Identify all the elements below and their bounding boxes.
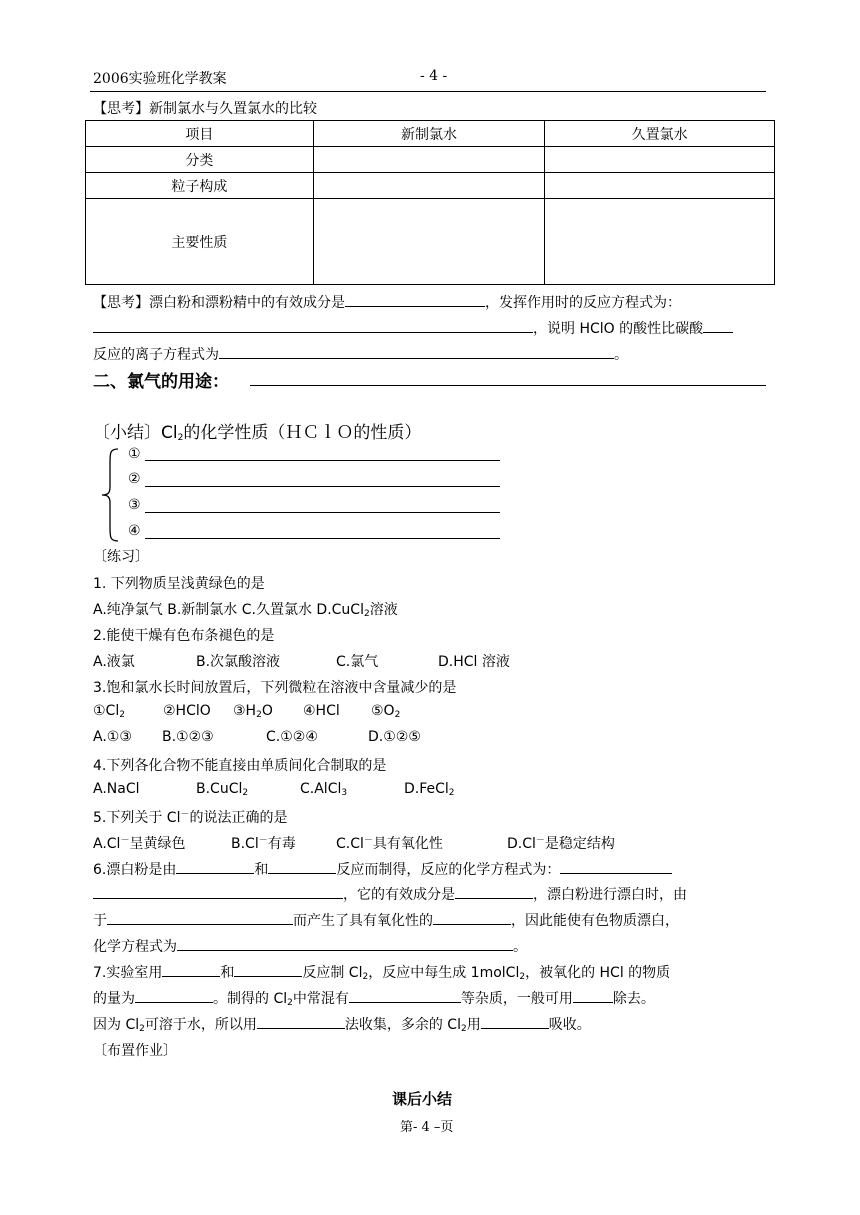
table-row-label: 主要性质 <box>86 199 314 285</box>
summary-text: 的化学性质（ＨＣｌＯ的性质） <box>183 423 422 443</box>
answer-blank[interactable] <box>349 988 461 1003</box>
option-a: A.①③ <box>93 729 132 745</box>
table-cell[interactable] <box>313 173 545 199</box>
answer-blank[interactable] <box>177 936 513 951</box>
option-text: C.AlCl <box>300 781 342 797</box>
item-1 <box>93 703 125 720</box>
item-4: ④HCl <box>303 703 340 719</box>
table-cell[interactable] <box>313 199 545 285</box>
subscript: 2 <box>363 609 370 619</box>
subscript: 2 <box>177 433 184 443</box>
option-text: B.Cl <box>231 836 259 852</box>
q-text: 因为 Cl <box>93 1017 140 1033</box>
stem-text: 的说法正确的是 <box>189 810 288 826</box>
q-text: 7.实验室用 <box>93 965 163 981</box>
item-text: ⑤O <box>371 703 395 719</box>
superscript: － <box>535 836 545 846</box>
subscript: 2 <box>139 1024 145 1034</box>
q-text: 用 <box>466 1017 481 1033</box>
subscript: 3 <box>341 788 348 798</box>
superscript: － <box>258 836 268 846</box>
subscript: 2 <box>119 710 125 720</box>
option-d <box>507 833 615 853</box>
option-b <box>196 781 248 798</box>
table-header-item: 项目 <box>86 121 314 147</box>
option-d <box>404 781 455 798</box>
question-7-line-2 <box>93 988 655 1008</box>
after-class-summary-heading: 课后小结 <box>392 1090 453 1108</box>
option-text: D.FeCl <box>404 781 449 797</box>
q-text: ，被氧化的 HCl 的物质 <box>525 965 671 981</box>
subscript: 2 <box>256 710 262 720</box>
item-text: O <box>261 703 273 719</box>
option-c: C.①②④ <box>266 729 318 745</box>
q-text: 而产生了具有氧化性的 <box>293 913 433 929</box>
option-text: A.Cl <box>93 836 121 852</box>
option-text: 呈黄绿色 <box>129 836 186 852</box>
superscript: － <box>363 836 373 846</box>
option-text: A.纯净氯气 B.新制氯水 C.久置氯水 D.CuCl <box>93 602 364 618</box>
think-2-line-3 <box>93 344 628 364</box>
q-text: 等杂质，一般可用 <box>460 991 573 1007</box>
answer-blank[interactable] <box>481 1014 549 1029</box>
answer-blank[interactable] <box>257 1014 345 1029</box>
option-c: C.氯气 <box>336 654 379 670</box>
q-text: 反应制 Cl <box>302 965 363 981</box>
answer-blank[interactable] <box>268 859 336 874</box>
option-d: D.HCl 溶液 <box>438 654 510 670</box>
option-a <box>93 833 185 853</box>
superscript: － <box>120 836 130 846</box>
answer-blank[interactable] <box>433 910 511 925</box>
answer-blank[interactable] <box>176 859 254 874</box>
think-2-line-1 <box>93 292 681 312</box>
answer-blank[interactable] <box>234 962 302 977</box>
answer-blank[interactable] <box>145 460 500 461</box>
question-6-line-1 <box>93 859 672 879</box>
question-1-stem: 1. 下列物质呈浅黄绿色的是 <box>93 576 265 592</box>
subscript: 2 <box>287 998 293 1008</box>
q-text: ，漂白粉进行漂白时，由 <box>533 887 687 903</box>
table-row-label: 粒子构成 <box>86 173 314 199</box>
think-2-text: ，说明 HClO 的酸性比碳酸 <box>533 321 704 337</box>
think-2-text: ，发挥作用时的反应方程式为： <box>485 295 681 311</box>
superscript: － <box>180 810 190 820</box>
option-text: C.Cl <box>336 836 364 852</box>
curly-brace-icon <box>100 447 120 543</box>
header-page-number: - 4 - <box>420 68 448 84</box>
answer-blank[interactable] <box>573 988 613 1003</box>
option-a: A.NaCl <box>93 781 140 797</box>
item-text: ①Cl <box>93 703 120 719</box>
answer-blank[interactable] <box>219 344 614 359</box>
option-b <box>231 833 296 853</box>
answer-blank[interactable] <box>455 884 533 899</box>
table-cell[interactable] <box>545 147 775 173</box>
q-text: 吸收。 <box>548 1017 591 1033</box>
question-7-line-1 <box>93 962 670 982</box>
answer-blank[interactable] <box>703 318 733 333</box>
q-text: 和 <box>220 965 235 981</box>
option-text: 有毒 <box>267 836 296 852</box>
subscript: 2 <box>362 972 369 982</box>
question-6-line-4 <box>93 936 527 956</box>
option-a: A.液氯 <box>93 654 135 670</box>
q-text: 中常混有 <box>292 991 349 1007</box>
q-text: 法收集，多余的 Cl <box>344 1017 461 1033</box>
question-1-options <box>93 599 398 619</box>
think-heading-1: 【思考】新制氯水与久置氯水的比较 <box>93 101 317 117</box>
option-c <box>336 833 443 853</box>
table-cell[interactable] <box>545 173 775 199</box>
answer-blank[interactable] <box>135 988 213 1003</box>
q-text: 6.漂白粉是由 <box>93 862 177 878</box>
item-3 <box>233 703 273 720</box>
circle-marker: ② <box>128 471 141 487</box>
question-6-line-3 <box>93 910 679 930</box>
option-c <box>300 781 347 798</box>
answer-blank[interactable] <box>93 318 533 333</box>
q-text: 化学方程式为 <box>93 939 177 955</box>
item-2: ②HClO <box>163 703 211 719</box>
subscript: 2 <box>460 1024 467 1034</box>
stem-text: 5.下列关于 Cl <box>93 810 181 826</box>
q-text: 。制得的 Cl <box>213 991 288 1007</box>
q-text: 的量为 <box>93 991 135 1007</box>
header-rule <box>90 91 766 92</box>
think-2-text: 反应的离子方程式为 <box>93 347 219 363</box>
question-6-line-2 <box>93 884 687 904</box>
table-row-label: 分类 <box>86 147 314 173</box>
subscript: 2 <box>242 788 249 798</box>
option-b: B.次氯酸溶液 <box>196 654 281 670</box>
option-text: D.Cl <box>507 836 536 852</box>
answer-blank[interactable] <box>345 292 485 307</box>
q-text: 可溶于水，所以用 <box>144 1017 257 1033</box>
question-2-stem: 2.能使干燥有色布条褪色的是 <box>93 628 275 644</box>
table-cell[interactable] <box>545 199 775 285</box>
option-text: 溶液 <box>369 602 398 618</box>
item-5 <box>371 703 400 720</box>
circle-marker: ④ <box>128 523 141 539</box>
answer-blank[interactable] <box>145 486 500 487</box>
q-text: 和 <box>254 862 269 878</box>
summary-heading <box>93 418 421 443</box>
option-text: B.CuCl <box>196 781 243 797</box>
question-7-line-3 <box>93 1014 591 1034</box>
circle-marker: ① <box>128 446 141 462</box>
option-d: D.①②⑤ <box>368 729 421 745</box>
option-text: 是稳定结构 <box>544 836 615 852</box>
option-text: 具有氧化性 <box>372 836 443 852</box>
answer-blank[interactable] <box>560 859 672 874</box>
answer-blank[interactable] <box>162 962 220 977</box>
subscript: 2 <box>519 972 526 982</box>
table-header-aged: 久置氯水 <box>545 121 775 147</box>
answer-blank[interactable] <box>107 910 293 925</box>
question-5-stem <box>93 807 288 827</box>
q-text: 反应而制得，反应的化学方程式为： <box>336 862 561 878</box>
comparison-table <box>85 120 775 285</box>
think-2-text: 。 <box>614 347 628 363</box>
answer-blank[interactable] <box>250 385 766 386</box>
summary-text: 〔小结〕Cl <box>93 423 178 443</box>
q-text: 除去。 <box>612 991 655 1007</box>
subscript: 2 <box>394 710 401 720</box>
think-2-line-2 <box>93 318 733 338</box>
q-text: 于 <box>93 913 107 929</box>
circle-marker: ③ <box>128 497 141 513</box>
q-text: ，因此能使有色物质漂白， <box>511 913 679 929</box>
q-text: ，它的有效成分是 <box>343 887 455 903</box>
answer-blank[interactable] <box>93 884 343 899</box>
answer-blank[interactable] <box>145 512 500 513</box>
question-3-stem: 3.饱和氯水长时间放置后，下列微粒在溶液中含量减少的是 <box>93 680 457 696</box>
subscript: 2 <box>448 788 455 798</box>
option-b: B.①②③ <box>162 729 214 745</box>
q-text: ，反应中每生成 1molCl <box>368 965 520 981</box>
item-text: ③H <box>233 703 257 719</box>
table-cell[interactable] <box>313 147 545 173</box>
table-header-fresh: 新制氯水 <box>313 121 545 147</box>
practice-heading: 〔练习〕 <box>93 549 149 565</box>
answer-blank[interactable] <box>145 538 500 539</box>
section-heading: 二、氯气的用途： <box>93 372 229 392</box>
think-2-text: 【思考】漂白粉和漂粉精中的有效成分是 <box>93 295 345 311</box>
header-title: 2006实验班化学教案 <box>93 71 227 87</box>
footer-page-number: 第- 4 –页 <box>400 1120 454 1135</box>
homework-heading: 〔布置作业〕 <box>93 1043 177 1059</box>
question-4-stem: 4.下列各化合物不能直接由单质间化合制取的是 <box>93 758 387 774</box>
q-text: 。 <box>513 939 527 955</box>
